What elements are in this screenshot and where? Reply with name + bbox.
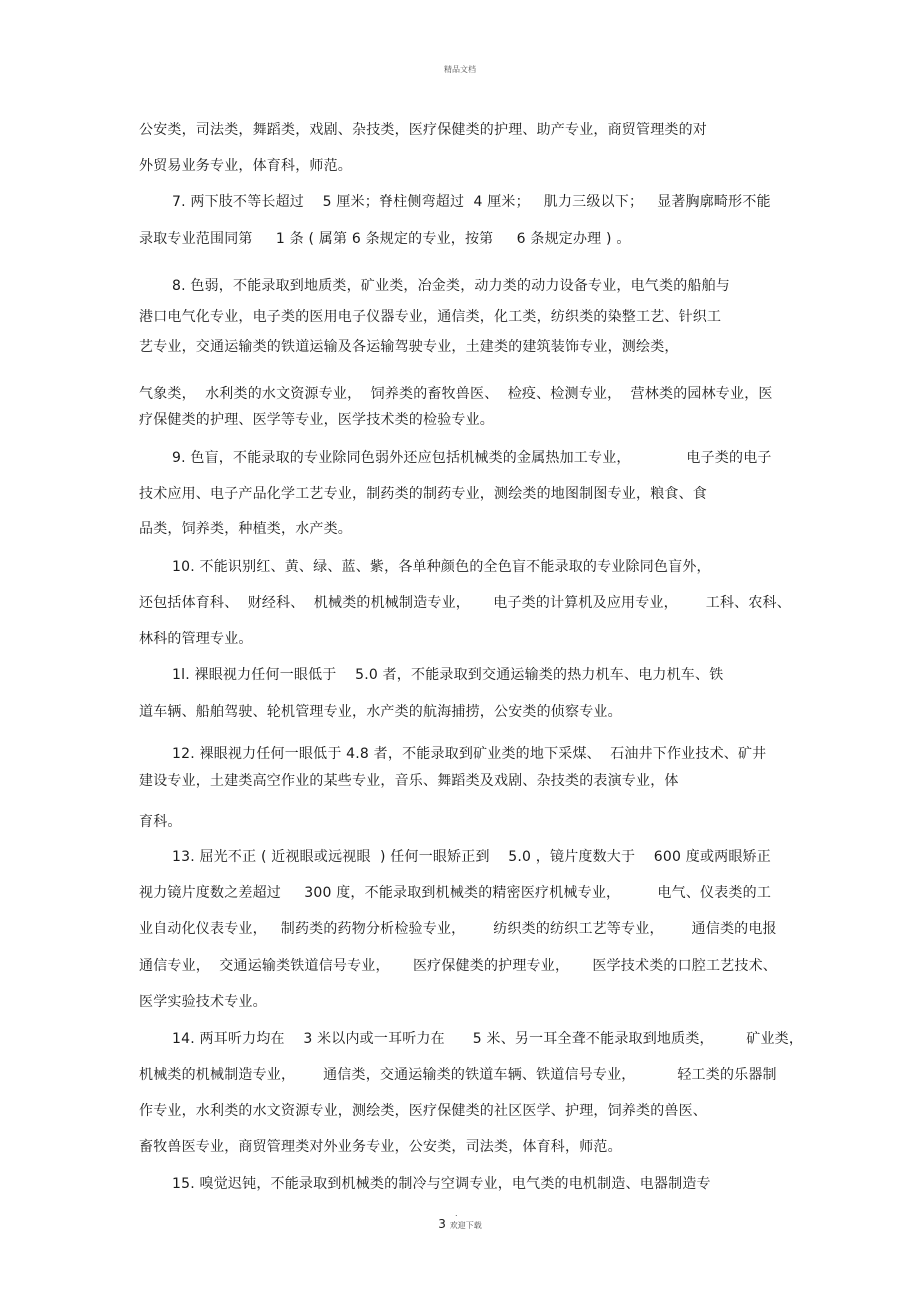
text-line: 录取专业范围同第 1 条 ( 属第 6 条规定的专业，按第 6 条规定办理 ) 。 xyxy=(139,231,631,247)
page-footer xyxy=(0,1209,920,1231)
text-line: 7. 两下肢不等长超过 5 厘米；脊柱侧弯超过 4 厘米； 肌力三级以下； 显著胸廓畸形不能 xyxy=(172,194,771,210)
text-line: 作专业，水利类的水文资源专业，测绘类，医疗保健类的社区医学、护理，饲养类的兽医、 xyxy=(139,1103,707,1119)
text-line: 还包括体育科、 财经科、 机械类的机械制造专业， 电子类的计算机及应用专业， 工科、农科、 xyxy=(139,595,791,611)
text-line: 品类，饲养类，种植类，水产类。 xyxy=(139,521,352,537)
text-line: 通信专业， 交通运输类铁道信号专业， 医疗保健类的护理专业， 医学技术类的口腔工艺技术、 xyxy=(139,958,777,974)
text-line: 12. 裸眼视力任何一眼低于 4.8 者，不能录取到矿业类的地下采煤、 石油井下作业技术、矿井 xyxy=(172,746,767,762)
text-line: 技术应用、电子产品化学工艺专业，制药类的制药专业，测绘类的地图制图专业，粮食、食 xyxy=(139,486,707,502)
footer-dot: . xyxy=(455,1209,458,1218)
text-line: 外贸易业务专业，体育科，师范。 xyxy=(139,158,352,174)
text-line: 疗保健类的护理、医学等专业，医学技术类的检验专业。 xyxy=(139,412,494,428)
text-line: 建设专业，土建类高空作业的某些专业，音乐、舞蹈类及戏剧、杂技类的表演专业，体 xyxy=(139,773,679,789)
text-line: 13. 屈光不正 ( 近视眼或远视眼 ) 任何一眼矫正到 5.0 ，镜片度数大于 600 度或两眼矫正 xyxy=(172,849,771,865)
footer-note: 欢迎下载 xyxy=(449,1221,482,1230)
text-line: 气象类， 水利类的水文资源专业， 饲养类的畜牧兽医、 检疫、检测专业， 营林类的园林专业，医 xyxy=(139,386,773,402)
text-line: 医学实验技术专业。 xyxy=(139,994,267,1010)
text-line: 畜牧兽医专业，商贸管理类对外业务专业，公安类，司法类，体育科，师范。 xyxy=(139,1139,622,1155)
page-header: 精品文档 xyxy=(444,65,476,74)
text-line: 道车辆、船舶驾驶、轮机管理专业，水产类的航海捕捞，公安类的侦察专业。 xyxy=(139,704,622,720)
text-line: 业自动化仪表专业， 制药类的药物分析检验专业， 纺织类的纺织工艺等专业， 通信类的电报 xyxy=(139,921,777,937)
text-line: 育科。 xyxy=(139,814,182,830)
text-line: 8. 色弱，不能录取到地质类，矿业类，冶金类，动力类的动力设备专业，电气类的船舶与 xyxy=(172,278,731,294)
text-line: 9. 色盲，不能录取的专业除同色弱外还应包括机械类的金属热加工专业， 电子类的电子 xyxy=(172,450,772,466)
text-line: 1l. 裸眼视力任何一眼低于 5.0 者，不能录取到交通运输类的热力机车、电力机车、铁 xyxy=(172,667,724,683)
text-line: 10. 不能识别红、黄、绿、蓝、紫，各单种颜色的全色盲不能录取的专业除同色盲外， xyxy=(172,559,711,575)
text-line: 机械类的机械制造专业， 通信类，交通运输类的铁道车辆、铁道信号专业， 轻工类的乐器制 xyxy=(139,1067,777,1083)
text-line: 14. 两耳听力均在 3 米以内或一耳听力在 5 米、另一耳全聋不能录取到地质类， 矿业类， xyxy=(172,1031,804,1047)
text-line: 视力镜片度数之差超过 300 度，不能录取到机械类的精密医疗机械专业， 电气、仪表类的工 xyxy=(139,885,772,901)
text-line: 艺专业，交通运输类的铁道运输及各运输驾驶专业，土建类的建筑装饰专业，测绘类， xyxy=(139,339,679,355)
text-line: 15. 嗅觉迟钝，不能录取到机械类的制冷与空调专业，电气类的电机制造、电器制造专 xyxy=(172,1176,711,1192)
text-line: 港口电气化专业，电子类的医用电子仪器专业，通信类，化工类，纺织类的染整工艺、针织工 xyxy=(139,309,722,325)
text-line: 林科的管理专业。 xyxy=(139,631,253,647)
page-number: 3 xyxy=(438,1217,446,1231)
text-line: 公安类，司法类，舞蹈类，戏剧、杂技类，医疗保健类的护理、助产专业，商贸管理类的对 xyxy=(139,122,707,138)
